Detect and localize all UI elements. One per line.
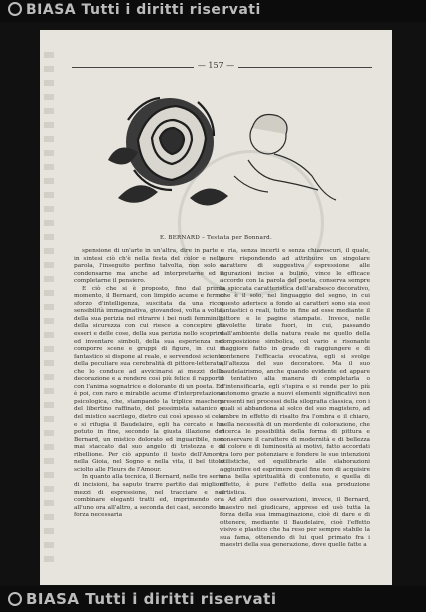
watermark-top <box>8 2 261 18</box>
paragraph: ria, senza incerti e senza chiaroscuri, il quale, pure rispondendo ad attribuire un singolare carattere di suggestiva espressione alle figurazioni incise a bulino, vince le efficace accordo con la parola del poeta, conserva sempre la spiccata caratteristica dell'arabesco decorativo, che è il solo, nel linguaggio del segno, in cui questo aderisce a fondo ai caratteri sono sia essi fantastici o reali, tutto in fine ad esse mediante il pittore e le pagine stampate. Invece, nelle tavolette tirate fuori, in cui, passando dall'ambiente della natura reale ne quello della composizione simbolica, col vario e risonante maggiore fatto in grado di raggiungere e di contenere l'efficacia evocativa, egli si svolge all'altezza del suo decoratore. Ma il suo baudelairismo, anche quando evidente ed appare il tentativo alla manera di completarla o d'intensificarla, egli s'ispira e si rende per lo più autonomo grazie a nuovi elementi significativi non presenti nei processi della silografia classica, con i quali si abbandona al solco del suo magistero, ad ombre in effetto di risalto fra l'ombra e il chiaro, nella necessità di un mordente di colorazione, che ricerca le possibilità della forma di pittura e conservare il carattere di modernità e di bellezza al colore e di luminosità ai motivi, fatto accordati tra loro per potenziare e fondere le sue intenzioni stilistiche, ed equilibrarle alle elaborazioni aggiuntive ed esprimere quel fine non di acquisire una bella spiritualità di contenuto, e quella di effetto, è pure l'effetto della sua produzione artistica. <box>220 248 370 496</box>
watermark-bottom <box>8 590 276 608</box>
paragraph: spensione di un'arte in un'altra, dire in parte e in sintesi ciò ch'è nella festa del color e nella parola, l'inseguito perfino talvolta, non solo a condensarne ma anche ad interpretarne ed a completarne il pensiero. <box>74 248 224 285</box>
paragraph: In quanto alla tecnica, il Bernard, nelle tre serie di incisioni, ha saputo trarre partito dai migliori mezzi di espressione, nel tracciare e nel combinare eleganti tratti ed, imprimendo ora all'uno ora all'altro, a seconda dei casi, secondo la forza necessaria <box>74 474 224 519</box>
illustration-caption: E. BERNARD – Testata per Bonnard. <box>159 235 272 241</box>
book-page <box>40 30 392 585</box>
page-number: — 157 — <box>40 61 392 70</box>
paragraph: Ad altri due osservazioni, invece, il Bernard, maestro nel giudicare, apprese ed usò tutta la forza della sua immaginazione, cioè di dare e di ottenere, mediante il Baudelaire, cioè l'effetto visivo e plastico che ha reso per sempre stabile la sua fama, ottenendo di lui quel primato fra i maestri della sua generazione, dove quelle fatte a <box>220 497 370 549</box>
text-column-left <box>74 248 224 520</box>
watermark-bottom-text: BIASA Tutti i diritti riservati <box>26 590 277 608</box>
biasa-logo-icon <box>8 592 22 606</box>
text-column-right <box>220 248 370 550</box>
biasa-logo-icon <box>8 2 22 16</box>
paragraph: E ciò che si è proposto, fino dal primo momento, il Bernard, con limpido acume e fermo sforzo d'intelligenza, suscitata da una ricca sensibilità immaginativa, giovandosi, volta a volta, della sua perizia nel ritrarre i bei nudi femminili, della sicurezza con cui riesce a concepire gli esseri e delle cose, della sua perizia nello scoprire ed inventare simboli, della sua esperienza nel comporre scene e gruppi di figure, in cui il fantastico si dispone al reale, e servendosi sciente della peculiare sua cerebralità di pittore-letterato, che lo conduce ad avvicinarsi ai mezzi della decorazione e a rendere così più felice il rapporto con l'anima sognatrice e dolorante di un poeta. Ed è poi, con raro e mirabile acume d'interpretazione psicologica, che, stampando la triplice maschera del libertino raffinato, del pessimista satanico e del mistico sacrilego, dietro cui così spesso si cela e si rifugia il Baudelaire, egli ha cercato e ha potuto in fine, secondo la giusta illazione del Bernard, un mistico dolorato ed inguaribile, non mai staccato dal suo angelo di tristezza e di ribellione. Per ciò appunto il testo dell'Amore, nella Gioia, nel Sogno e nella vita, il bel titolo sciolto alle Fleurs de l'Amour. <box>74 285 224 473</box>
binding-holes <box>44 52 54 562</box>
watermark-top-text: BIASA Tutti i diritti riservati <box>26 2 261 18</box>
